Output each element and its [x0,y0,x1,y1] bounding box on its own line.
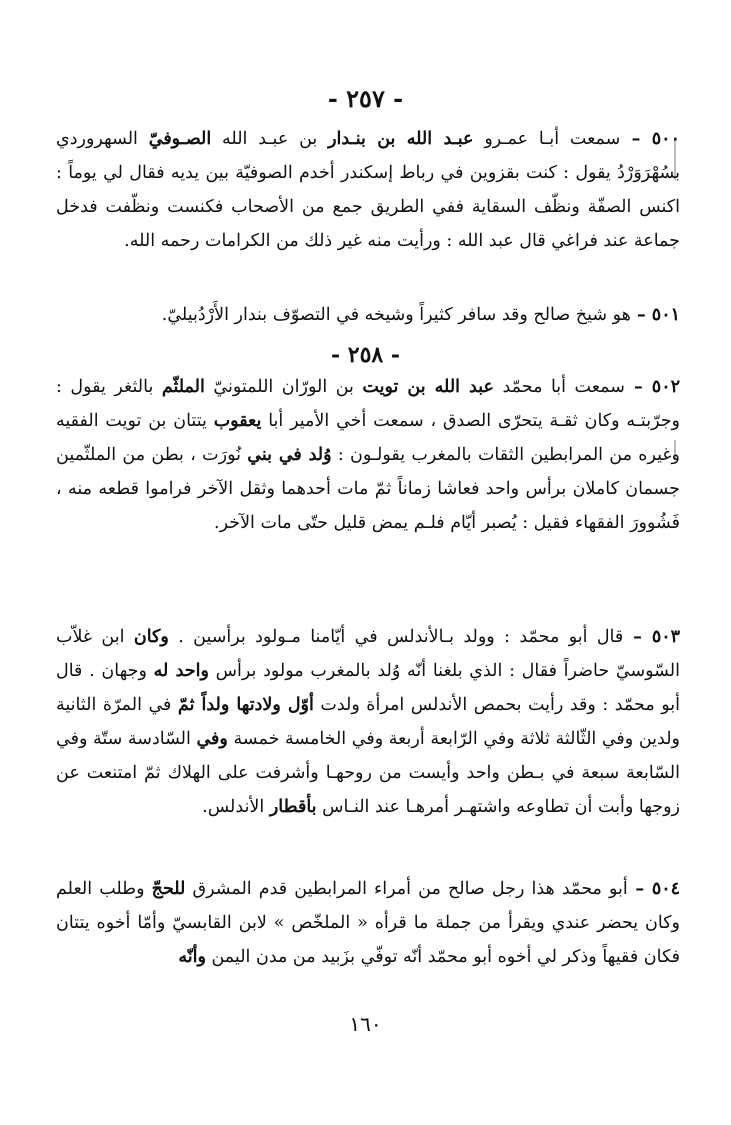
entry-name: يعقوب [213,411,262,431]
entry-text: يتتان بن تويت الفقيه وغيره من المرابطين الثقات بالمغرب يقولـون : [56,411,680,465]
entry-text: الأندلس. [202,797,270,817]
entry-bold: واحد له [153,661,209,681]
entry-text: السّادسة ستّة وفي السّابعة سبعة في بـطن واحد وأيست من روحهـا وأشرفت على الهلاك ثمّ امتنعت عن زوجها وأبت أن تطاوعه واشتهـر أمرهـا عند النـاس [56,729,680,817]
entry-name: عبـد الله بن بنـدار [328,129,474,149]
entry-text: في المرّة الثانية ولدين وفي الثّالثة ثلاثة وفي الرّابعة أربعة وفي الخامسة خمسة [56,695,680,749]
entry-500 [56,122,680,258]
entry-nisba: الصـوفيّ [148,129,212,149]
entry-text: سمعت أبـا عمـرو [473,129,621,149]
entry-503 [56,620,680,824]
entry-number: ٥٠١ – [630,305,680,325]
entry-text: السهروردي بسُهْرَوَرْدُ يقول : كنت بقزوين في رباط إسكندر أخدم الصوفيّة بين يديه فقال لي يوماً : اكنس الصفّة ونظّف السقاية ففي الطريق جمع من الأصحاب فكنست ونظّفت فدخل جماعة عند فراغي قال عبد الله : ورأيت منه غير ذلك من الكرامات رحمه الله. [56,129,681,251]
entry-bold: وفي [196,729,228,749]
entry-text: بن عبـد الله [211,129,329,149]
entry-number: ٥٠٠ – [620,129,680,149]
entry-bold: وُلد في بني [247,445,332,465]
entry-number: ٥٠٢ – [624,377,680,397]
entry-number: ٥٠٣ – [623,627,681,647]
entry-text: وطلب العلم وكان يحضر عندي ويقرأ من جملة ما قرأه « الملخّص » لابن القابسيّ وأمّا أخوه يتتان فكان فقيهاً وذكر لي أخوه أبو محمّد أنّه توفّي بزَبيد من مدن اليمن [56,879,680,967]
entry-bold: للحجّ [151,879,186,899]
entry-bold: بأقطار [269,797,317,817]
entry-name: عبد الله بن تويت [362,377,494,397]
entry-text: نُورَت ، بطن من الملثّمين جسمان كاملان برأس واحد فعاشا زماناً ثمّ مات أحدهما وثقل الآخر فراموا قطعه منه ، فَشُوورَ الفقهاء فقيل : يُصبر أيّام فلـم يمض قليل حتّى مات الآخر. [56,445,680,533]
page-number: ١٦٠ [349,1012,382,1036]
entry-501 [56,298,680,332]
entry-nisba: الملثّم [161,377,205,397]
entry-text: أبو محمّد هذا رجل صالح من أمراء المرابطين قدم المشرق [185,879,628,899]
entry-bold: وكان [133,627,169,647]
entry-502 [56,370,680,540]
entry-text: بالثغر يقول : وجرّبتـه وكان ثقـة يتحرّى الصدق ، سمعت أخي الأمير أبا [56,377,680,431]
page-marker-258: - ٢٥٨ - [330,342,401,368]
entry-bold: أوّل ولادتها ولداً ثمّ [177,695,314,715]
entry-bold: وأنّه [178,947,206,967]
entry-text: بن الورّان اللمتونيّ [204,377,363,397]
page-header-marker: - ٢٥٧ - [327,84,404,113]
entry-number: ٥٠٤ – [627,879,681,899]
entry-text: هو شيخ صالح وقد سافر كثيراً وشيخه في التصوّف بندار الأَرْدُبيليّ. [161,305,631,325]
entry-text: ابن غلاّب السّوسيّ حاضراً فقال : الذي بلغنا أنّه وُلد بالمغرب مولود برأس [56,627,680,681]
entry-text: قال أبو محمّد : وولد بـالأندلس في أيّامنا مـولود برأسين . [168,627,624,647]
entry-text: وجهان . قال أبو محمّد : وقد رأيت بحمص الأندلس امرأة ولدت [56,661,680,715]
entry-504 [56,872,680,974]
entry-text: سمعت أبا محمّد [493,377,625,397]
